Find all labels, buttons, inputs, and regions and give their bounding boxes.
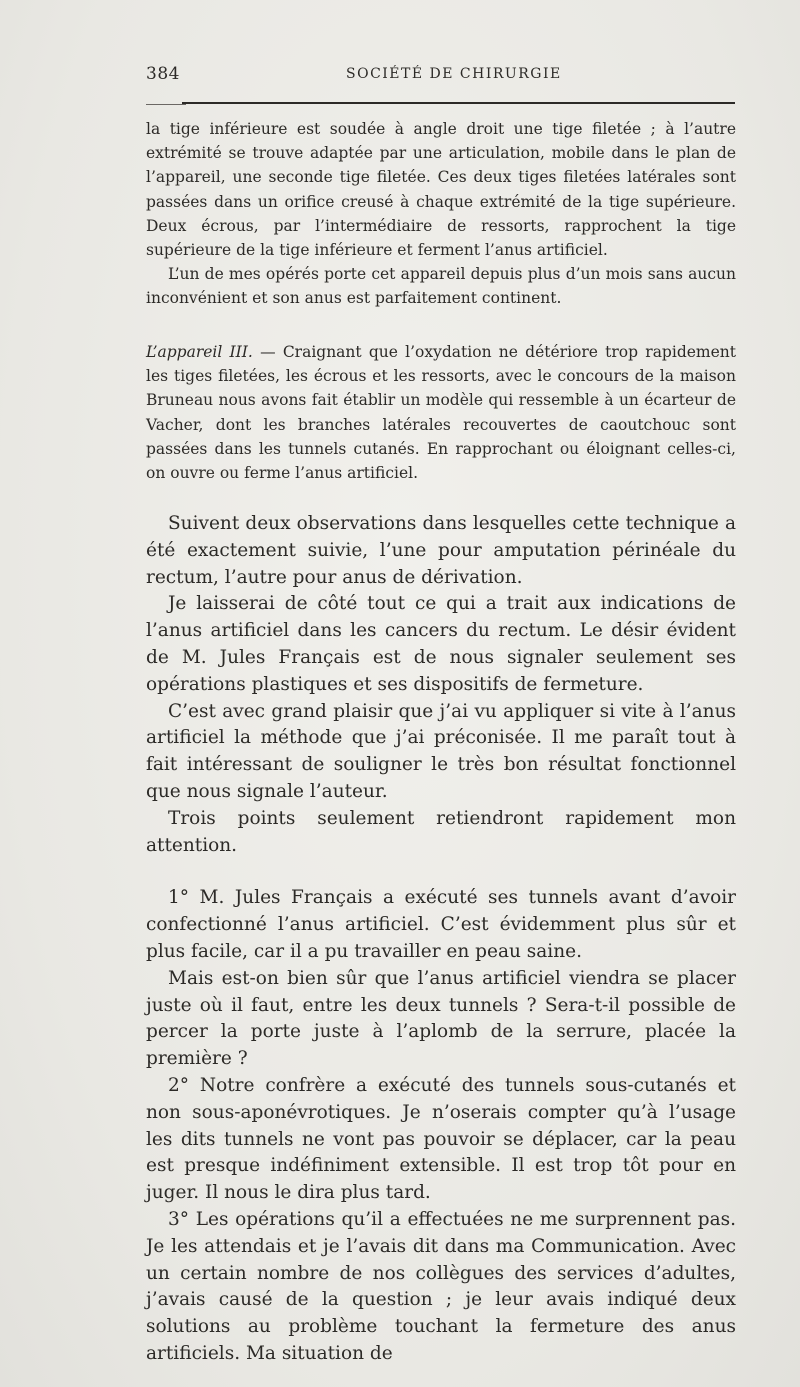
page-number: 384 bbox=[146, 64, 180, 84]
running-head: SOCIÉTÉ DE CHIRURGIE bbox=[346, 66, 562, 82]
main-text-block bbox=[146, 511, 736, 1368]
paragraph-tige-description: la tige inférieure est soudée à angle droit une tige filetée ; à l’autre extrémité se trouve adaptée par une articulation, mobile dans le plan de l’appareil, une seconde tige filetée. Ces deux tiges filetées latérales sont passées dans un orifice creusé à chaque extrémité de la tige supérieure. Deux écrous, par l’intermédiaire de ressorts, rapprochent la tige supérieure de la tige inférieure et ferment l’anus artificiel. bbox=[146, 120, 736, 260]
paragraph-point-1: 1° M. Jules Français a exécuté ses tunnels avant d’avoir confectionné l’anus artificiel. C’est évidemment plus sûr et plus facile, car il a pu travailler en peau saine. bbox=[146, 887, 736, 962]
header-rule-lead bbox=[146, 104, 186, 105]
paragraph-porte: Mais est-on bien sûr que l’anus artificiel viendra se placer juste où il faut, entre les deux tunnels ? Sera-t-il possible de percer la porte juste à l’aplomb de la serrure, placée la première ? bbox=[146, 967, 736, 1070]
paragraph-methode: C’est avec grand plaisir que j’ai vu appliquer si vite à l’anus artificiel la méthode que j’ai préconisée. Il me paraît tout à fait intéressant de souligner le très bon résultat fonctionnel que nous signale l’auteur. bbox=[146, 700, 736, 802]
paragraph-appareil-iii bbox=[146, 340, 736, 485]
paragraph-point-2: 2° Notre confrère a exécuté des tunnels sous-cutanés et non sous-aponévrotiques. Je n’oserais compter qu’à l’usage les dits tunnels ne vont pas pouvoir se déplacer, car la peau est presque indéfiniment extensible. Il est trop tôt pour en juger. Il nous le dira plus tard. bbox=[146, 1074, 736, 1204]
appareil-iii-text: — Craignant que l’oxydation ne détériore trop rapidement les tiges filetées, les écrous et les ressorts, avec le concours de la maison Bruneau nous avons fait établir un modèle qui ressemble à un écarteur de Vacher, dont les branches latérales recouvertes de caoutchouc sont passées dans les tunnels cutanés. En rapprochant ou éloignant celles-ci, on ouvre ou ferme l’anus artificiel. bbox=[146, 343, 736, 483]
small-print-block-2 bbox=[146, 340, 736, 485]
page-header bbox=[146, 64, 736, 86]
paragraph-trois-points: Trois points seulement retiendront rapidement mon attention. bbox=[146, 807, 736, 856]
paragraph-opere: L’un de mes opérés porte cet appareil depuis plus d’un mois sans aucun inconvénient et son anus est parfaitement continent. bbox=[146, 265, 736, 308]
appareil-iii-label: L’appareil III. bbox=[146, 343, 253, 361]
paragraph-point-3: 3° Les opérations qu’il a effectuées ne me surprennent pas. Je les attendais et je l’avais dit dans ma Communication. Avec un certain nombre de nos collègues des services d’adultes, j’avais causé de la question ; je leur avais indiqué deux solutions au problème touchant la fermeture des anus artificiels. Ma situation de bbox=[146, 1208, 736, 1364]
small-print-block-1 bbox=[146, 117, 736, 311]
paragraph-indications: Je laisserai de côté tout ce qui a trait aux indications de l’anus artificiel dans les cancers du rectum. Le désir évident de M. Jules Français est de nous signaler seulement ses opérations plastiques et ses dispositifs de fermeture. bbox=[146, 593, 736, 695]
paragraph-observations: Suivent deux observations dans lesquelles cette technique a été exactement suivie, l’une pour amputation périnéale du rectum, l’autre pour anus de dérivation. bbox=[146, 513, 736, 588]
header-rule bbox=[182, 102, 735, 104]
